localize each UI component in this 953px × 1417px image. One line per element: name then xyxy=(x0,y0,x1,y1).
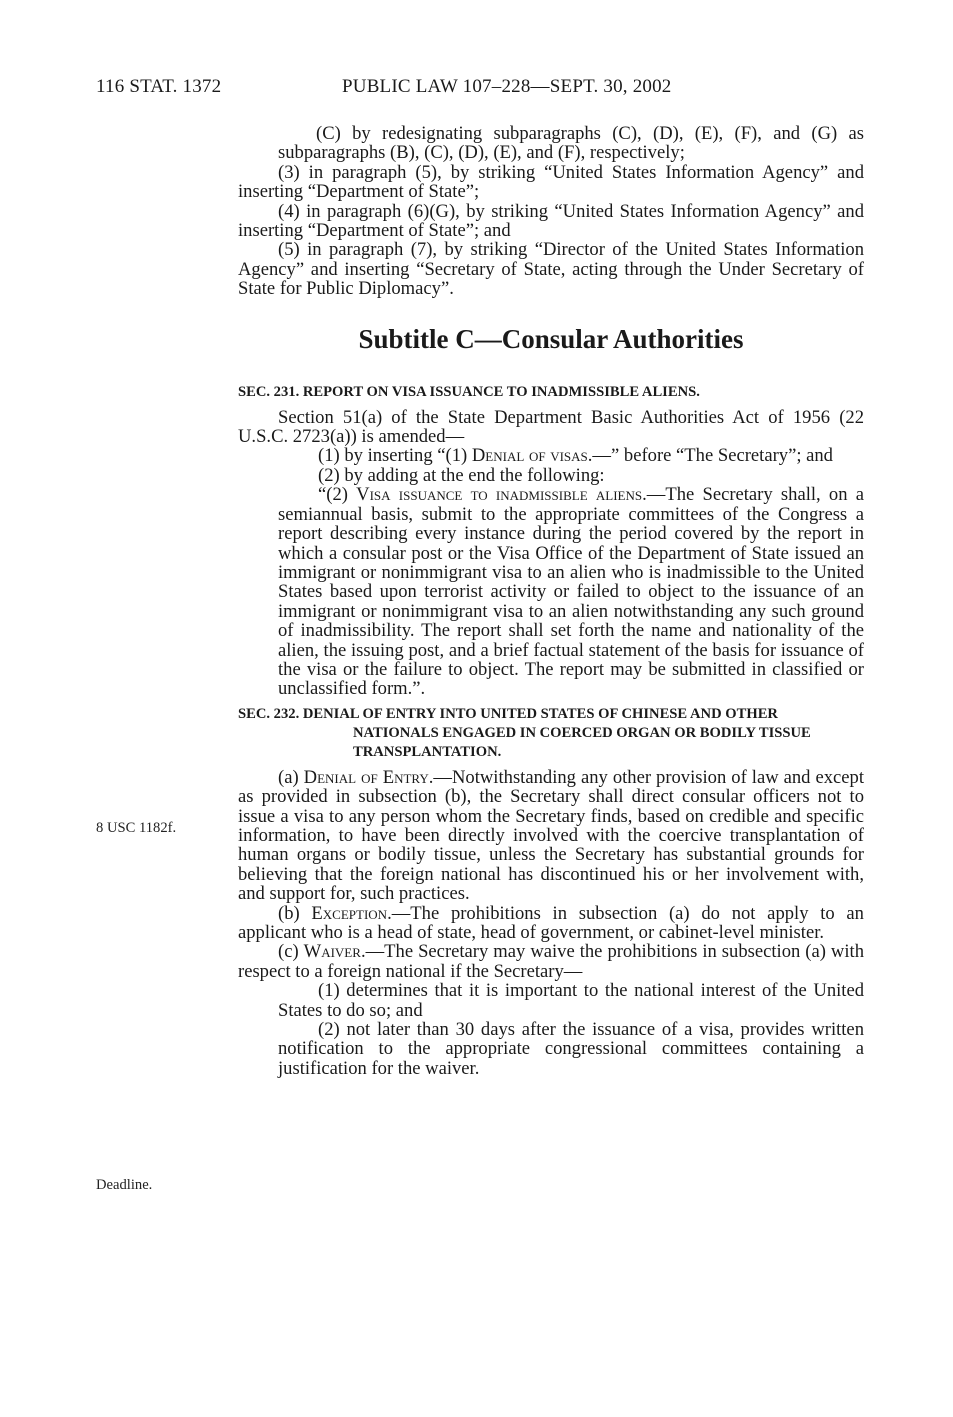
sec-232-a: (a) Denial of Entry.—Notwithstanding any other provision of law and except as provided in subsection (b), the Secretary shall direct consular officers not to issue a visa to any person whom the Secretary finds, based on credible and specific information, to have been directly involved with the coercive transplantation of human organs or bodily tissue, unless the Secretary has substantial grounds for believing that the foreign national has discontinued his or her involvement with, and support for, such practices. xyxy=(238,766,865,905)
subtitle-heading: Subtitle C—Consular Authorities xyxy=(358,323,744,354)
sec-231-heading: SEC. 231. REPORT ON VISA ISSUANCE TO INADMISSIBLE ALIENS. xyxy=(238,383,700,400)
sec-231-intro: Section 51(a) of the State Department Basic Authorities Act of 1956 (22 U.S.C. 2723(a)) is amended— xyxy=(238,406,864,448)
usc-margin-note: 8 USC 1182f. xyxy=(96,820,177,836)
law-citation: PUBLIC LAW 107–228—SEPT. 30, 2002 xyxy=(342,76,672,97)
body-text xyxy=(238,124,864,1078)
sec-232-c: (c) Waiver.—The Secretary may waive the prohibitions in subsection (a) with respect to a foreign national if the Secretary— xyxy=(238,941,864,982)
deadline-margin-note: Deadline. xyxy=(96,1177,153,1193)
sec-231-quoted-text: “(2) Visa issuance to inadmissible aliens.—The Secretary shall, on a semiannual basis, submit to the appropriate committees of the Congress a report describing every instance during the period covered by the report in which a consular post or the Visa Office of the Department of State issued an immigrant or nonimmigrant visa to an alien who is inadmissible to the United States based upon terrorist activity or failed to object to the issuance of an immigrant or nonimmigrant visa to an alien notwithstanding any such ground of inadmissibility. The report shall set forth the name and nationality of the alien, the issuing post, and a brief factual statement of the basis for issuance of the visa or the failure to object. The report may be submitted in classified or unclassified form.”. xyxy=(278,484,864,700)
para-5: (5) in paragraph (7), by striking “Director of the United States Information Agency” and inserting “Secretary of State, acting through the Under Secretary of State for Public Diplomacy”. xyxy=(238,239,864,300)
para-4: (4) in paragraph (6)(G), by striking “United States Information Agency” and inserting “Department of State”; and xyxy=(238,200,864,242)
sec-232-c-2: (2) not later than 30 days after the issuance of a visa, provides written notification to the appropriate congressional committees containing a justification for the waiver. xyxy=(278,1019,864,1079)
para-c-redesignating: (C) by redesignating subparagraphs (C), (D), (E), (F), and (G) as subparagraphs (B), (C), (D), (E), and (F), respectively; xyxy=(278,123,864,164)
sec-231-item-1: (1) by inserting “(1) Denial of visas.—” before “The Secretary”; and xyxy=(318,445,833,467)
page-citation: 116 STAT. 1372 xyxy=(96,76,222,97)
para-3: (3) in paragraph (5), by striking “United States Information Agency” and inserting “Department of State”; xyxy=(238,161,864,203)
sec-232-b: (b) Exception.—The prohibitions in subsection (a) do not apply to an applicant who is a head of state, head of government, or cabinet-level minister. xyxy=(238,902,864,943)
sec-232-heading: SEC. 232. DENIAL OF ENTRY INTO UNITED STATES OF CHINESE AND OTHER NATIONALS ENGAGED IN COERCED ORGAN OR BODILY TISSUE TRANSPLANTATION. xyxy=(238,705,811,760)
sec-231-item-2: (2) by adding at the end the following: xyxy=(318,464,605,486)
sec-232-c-1: (1) determines that it is important to the national interest of the United States to do so; and xyxy=(278,980,864,1021)
